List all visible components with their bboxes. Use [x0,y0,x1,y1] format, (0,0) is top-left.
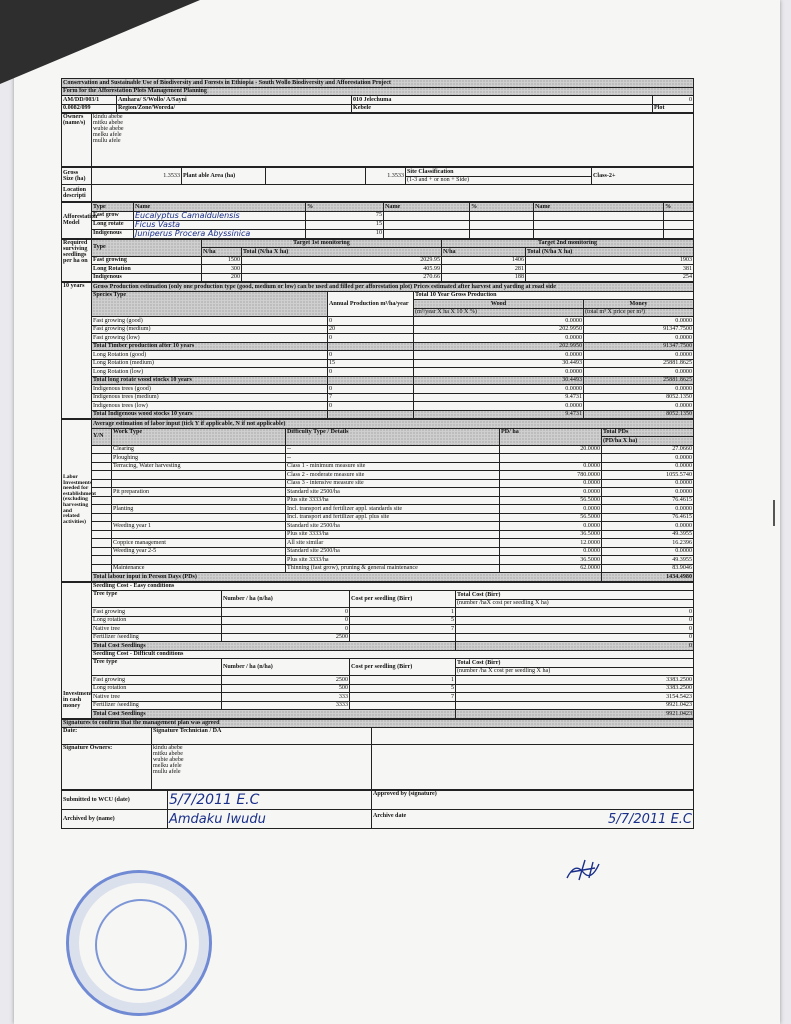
difficulty: Plus site 3333/ha [286,496,500,505]
difficulty: Class 2 - moderate measure site [286,471,500,480]
production-annual: 0 [328,402,414,411]
site-class-label: Site Classification [406,168,592,177]
survival-type: Fast growing [92,256,202,265]
seedling-total: 3383.2500 [456,676,694,685]
model-type-header: Type [92,203,134,212]
total-pd: 0.0000 [602,462,694,471]
seedling-easy-total-label: Total Cost Seedlings [92,642,456,651]
work-type [112,496,286,505]
survival-type: Long Rotation [92,265,202,274]
technician-signature-label: Signature Technician / DA [152,728,372,745]
form-title: Conservation and Sustainable Use of Biodiversity and Forests in Ethiopia - South Wollo Biodiversity and Afforestation Project [62,79,694,88]
owners-signature-list [152,745,372,790]
seedling-cost: 1 [350,676,456,685]
production-money: 91347.7500 [584,342,694,351]
target-1-header: Target 1st monitoring [202,239,442,248]
work-type: Coppice management [112,539,286,548]
survival-type-header: Type [92,239,202,256]
seedling-type: Fast growing [92,608,222,617]
total-pd: 0.0000 [602,522,694,531]
signature-confirm-note: Signatures to confirm that the management plan was agreed [62,719,694,728]
difficulty: All site similar [286,539,500,548]
survival-t1: 2029.95 [242,256,442,265]
work-type: Weeding year 1 [112,522,286,531]
model-species-name: Ficus Vasta [134,220,306,229]
pd-ha [500,454,602,463]
seedling-number: 0 [222,608,350,617]
cash-investment-label: Investment in cash money [62,582,92,718]
survival-t1: 270.66 [242,273,442,282]
seedling-cost: 5 [350,684,456,693]
pd-ha: 12.0000 [500,539,602,548]
seedling-number: 3333 [222,701,350,710]
owner-signature-name: mitku abebe [153,751,183,758]
seedling-number: 500 [222,684,350,693]
seedling-type: Native tree [92,625,222,634]
stamp-inner-ring [95,899,187,991]
owners-signature-field [372,745,694,790]
location-value [92,185,694,202]
model-name-header: Name [134,203,306,212]
yn-cell [92,556,112,565]
owner-name: kindu abebe [93,114,123,120]
pd-ha-header: PD/ ha [500,428,602,445]
difficulty: Plus site 3333/ha [286,530,500,539]
difficulty: Thinning (fast grow), pruning & general maintenance [286,564,500,573]
yn-header: Y/N [92,428,112,445]
survival-t2: 381 [526,265,694,274]
total-pd: 76.4615 [602,496,694,505]
production-wood: 0.0000 [414,334,584,343]
yn-cell [92,454,112,463]
seedling-cost [350,701,456,710]
seedling-difficult-title: Seedling Cost - Difficult conditions [92,650,694,659]
total-pd: 83.9046 [602,564,694,573]
model-pct-header: % [306,203,384,212]
production-species: Long Rotation (medium) [92,359,328,368]
production-wood: 9.4731 [414,410,584,419]
production-annual: 0 [328,334,414,343]
production-money: 8052.1350 [584,410,694,419]
pd-ha: 0.0000 [500,547,602,556]
production-annual: 0 [328,368,414,377]
survival-n2: 188 [442,273,526,282]
production-species: Long Rotation (good) [92,351,328,360]
total-pd: 0.0000 [602,488,694,497]
gross-size-value: 1.3533 [92,168,182,185]
total-pd: 0.0000 [602,479,694,488]
production-wood: 0.0000 [414,402,584,411]
seedling-total: 0 [456,608,694,617]
species-type-header: Species Type [92,291,328,317]
plot-id: AM/DD/003/1 [62,96,117,105]
gross-size-label: Gross Size (ha) [62,168,92,185]
difficulty: -- [286,454,500,463]
seedling-number: 333 [222,693,350,702]
tree-type-header: Tree type [92,591,222,608]
difficulty: Standard site 2500/ha [286,522,500,531]
header-table [61,78,694,113]
seedling-type: Long rotation [92,616,222,625]
owners-list [92,114,694,167]
pd-ha: 62.0000 [500,564,602,573]
seedling-total: 3154.5423 [456,693,694,702]
difficulty: -- [286,445,500,454]
money-subheader: (total m³ X price per m³) [584,308,694,317]
seedling-difficult-total-label: Total Cost Seedlings [92,710,456,719]
work-type: Pit preparation [112,488,286,497]
model-pct-header: % [664,203,694,212]
survival-type: Indigenous [92,273,202,282]
number-ha-header: Number / ha (n/ha) [222,591,350,608]
production-money: 25881.8625 [584,359,694,368]
archived-by-name: Amdaku Iwudu [168,810,372,829]
plot-label: Plot [653,104,694,113]
number-ha-header: Number / ha (n/ha) [222,659,350,676]
survival-n2: 1406 [442,256,526,265]
cost-seedling-header: Cost per seedling (Birr) [350,659,456,676]
production-species: Long Rotation (low) [92,368,328,377]
model-label: Afforestation Model [62,203,92,239]
production-annual: 0 [328,351,414,360]
production-money: 25881.8625 [584,376,694,385]
labour-side-label: Labor Investments needed for establishment (excluding harvesting and related activities) [62,420,92,582]
management-plan-form [61,78,693,829]
production-annual [328,376,414,385]
labour-total-label: Total labour input in Person Days (PDs) [92,573,602,582]
model-type: Indigenous [92,229,134,238]
total-pd: 0.0000 [602,454,694,463]
total-header: Total (N/ha X ha) [526,248,694,257]
site-class-note: (1-3 and + or non + Side) [406,176,592,185]
production-wood: 0.0000 [414,368,584,377]
work-type [112,556,286,565]
owner-name: melku afele [93,132,122,139]
production-species: Indigenous trees (low) [92,402,328,411]
production-years-label: 10 years [62,283,92,419]
signature-table [61,719,694,791]
owners-signature-label: Signature Owners: [62,745,152,790]
approved-label: Approved by (signature) [372,791,694,810]
seedling-type: Fertilizer /seedling [92,633,222,642]
total-cost-subheader: (number /ha X cost per seedling X ha) [456,667,694,676]
survival-t1: 405.99 [242,265,442,274]
pd-ha: 0.0000 [500,488,602,497]
production-species: Indigenous trees (medium) [92,393,328,402]
total-pd: 27.0660 [602,445,694,454]
pd-ha: 0.0000 [500,479,602,488]
model-type: Long rotate [92,220,134,229]
production-total-label: Total Indigenous wood stocks 10 years [92,410,328,419]
seedling-cost: 5 [350,616,456,625]
seedling-easy-total-value: 0 [456,642,694,651]
yn-cell [92,513,112,522]
work-type: Ploughing [112,454,286,463]
production-wood: 30.4493 [414,376,584,385]
production-species: Fast growing (low) [92,334,328,343]
total-pd-header: Total PDs [602,428,694,437]
production-wood: 0.0000 [414,317,584,326]
production-total-label: Total long rotate wood stocks 10 years [92,376,328,385]
yn-cell [92,462,112,471]
pd-ha: 780.0000 [500,471,602,480]
yn-cell [92,471,112,480]
owner-name: wubie abebe [93,126,124,133]
production-wood: 30.4493 [414,359,584,368]
production-annual: 7 [328,393,414,402]
labour-note: Average estimation of labor input (tick Y if applicable, N if not applicable) [92,420,694,429]
production-wood: 9.4731 [414,393,584,402]
seedling-easy-title: Seedling Cost - Easy conditions [92,582,694,591]
yn-cell [92,539,112,548]
difficulty: Class 1 - minimum measure site [286,462,500,471]
owners-label: Owners (name/s) [62,114,92,167]
production-money: 91347.7500 [584,325,694,334]
seedling-number: 2500 [222,676,350,685]
seedling-cost: 7 [350,693,456,702]
production-annual: 15 [328,359,414,368]
yn-cell [92,547,112,556]
pd-ha: 56.5000 [500,496,602,505]
model-type: Fast grow [92,211,134,220]
seedling-type: Long rotation [92,684,222,693]
survival-n1: 300 [202,265,242,274]
submission-table [61,790,694,829]
model-species-name: Eucalyptus Camaldulensis [134,211,306,220]
submitted-label: Submitted to WCU (date) [62,791,168,810]
production-table [61,282,694,419]
model-name-header: Name [534,203,664,212]
seedling-number: 2500 [222,633,350,642]
total-header: Total (N/ha X ha) [242,248,442,257]
survival-t2: 254 [526,273,694,282]
work-type [112,513,286,522]
survival-label: Required surviving seedlings per ha on [62,239,92,282]
model-species-name: Juniperus Procera Abyssinica [134,229,306,238]
kebele-label: Kebele [352,104,653,113]
difficulty: Plus site 3333/ha [286,556,500,565]
production-annual [328,342,414,351]
production-annual [328,410,414,419]
total-pd: 1055.5740 [602,471,694,480]
date-label: Date: [62,728,152,745]
margin-mark [773,500,775,526]
production-wood: 202.9950 [414,342,584,351]
location-label: Location descripti [62,185,92,202]
survival-t2: 1903 [526,256,694,265]
kebele-value: 010 Jelechuma [352,96,653,105]
wood-subheader: (m³/year X ha X 10 X %) [414,308,584,317]
production-money: 8052.1350 [584,393,694,402]
survival-n1: 200 [202,273,242,282]
seedling-total: 0 [456,633,694,642]
total-pd: 16.2396 [602,539,694,548]
yn-cell [92,496,112,505]
yn-cell [92,445,112,454]
work-type: Terracing, Water harvesting [112,462,286,471]
seedling-total: 0 [456,625,694,634]
submitted-date: 5/7/2011 E.C [168,791,372,810]
tree-type-header: Tree type [92,659,222,676]
difficulty: Incl. transport and fertilizer appl. standards site [286,505,500,514]
money-header: Money [584,300,694,309]
target-2-header: Target 2nd monitoring [442,239,694,248]
total-cost-header: Total Cost (Birr) [456,591,694,600]
total-pd: 76.4615 [602,513,694,522]
yn-cell [92,530,112,539]
nha-header: N/ha [202,248,242,257]
survival-table [61,239,694,283]
work-type: Clearing [112,445,286,454]
production-species: Fast growing (medium) [92,325,328,334]
total-pd: 0.0000 [602,547,694,556]
labour-table [61,419,694,582]
difficulty: Class 3 - intensive measure site [286,479,500,488]
production-species: Fast growing (good) [92,317,328,326]
approval-signature [565,858,605,884]
archive-date-label: Archive date [373,812,407,819]
seedling-cost [350,633,456,642]
labour-total-value: 1434.4980 [602,573,694,582]
technician-signature-field [372,728,694,745]
seedling-type: Fertilizer /seedling [92,701,222,710]
seedling-total: 0 [456,616,694,625]
model-percent: 10 [306,229,384,238]
model-table [61,202,694,239]
seedling-total: 9921.0423 [456,701,694,710]
site-table [61,167,694,202]
owner-signature-name: mullu afele [153,769,181,776]
difficulty: Standard site 2500/ha [286,488,500,497]
region-label: Region/Zone/Woreda/ [117,104,352,113]
pd-ha: 0.0000 [500,505,602,514]
production-money: 0.0000 [584,351,694,360]
model-percent: 15 [306,220,384,229]
seedling-table [61,582,694,719]
total-cost-subheader: (number /haX cost per seedling X ha) [456,599,694,608]
production-species: Indigenous trees (good) [92,385,328,394]
pd-ha: 0.0000 [500,522,602,531]
production-note: Gross Production estimation (only one production type (good, medium or low) can be used and filled per afforestation plot) Prices estimated after harvest and yarding at road side [92,283,694,292]
archive-date-value: 5/7/2011 E.C [608,811,692,827]
pd-ha: 36.5000 [500,530,602,539]
owner-name: mitku abebe [93,120,123,127]
pd-ha: 0.0000 [500,462,602,471]
total-pd: 49.3955 [602,556,694,565]
work-type: Planting [112,505,286,514]
plantable-area-label: Plant able Area (ha) [182,168,266,185]
seedling-cost: 1 [350,608,456,617]
work-type-header: Work Type [112,428,286,445]
official-stamp [66,870,212,1016]
seedling-type: Fast growing [92,676,222,685]
region-value: Amhara/ S/Wollo/ A/Sayni [117,96,352,105]
work-type: Weeding year 2-5 [112,547,286,556]
cost-seedling-header: Cost per seedling (Birr) [350,591,456,608]
production-total-label: Total Timber production after 10 years [92,342,328,351]
yn-cell [92,479,112,488]
work-type [112,530,286,539]
total-cost-header: Total Cost (Birr) [456,659,694,668]
seedling-number: 0 [222,616,350,625]
survival-n2: 281 [442,265,526,274]
production-wood: 0.0000 [414,351,584,360]
owner-signature-name: wubie abebe [153,757,184,764]
difficulty: Standard site 2500/ha [286,547,500,556]
production-money: 0.0000 [584,334,694,343]
work-type [112,471,286,480]
work-type [112,479,286,488]
production-money: 0.0000 [584,317,694,326]
pd-ha: 36.5000 [500,556,602,565]
annual-production-header: Annual Production m³/ha/year [328,291,414,317]
owner-name: mullu afele [93,138,121,145]
yn-cell [92,522,112,531]
model-name-header: Name [384,203,470,212]
owner-signature-name: kindu abebe [153,745,183,751]
pd-ha: 56.5000 [500,513,602,522]
production-annual: 0 [328,385,414,394]
archived-by-label: Archived by (name) [62,810,168,829]
difficulty: Incl. transport and fertilizer appl. plus site [286,513,500,522]
work-type: Maintenance [112,564,286,573]
plantable-area-value: 1.3533 [366,168,406,185]
total-pd: 0.0000 [602,505,694,514]
difficulty-header: Difficulty Type / Details [286,428,500,445]
total-pd: 49.3955 [602,530,694,539]
production-money: 0.0000 [584,368,694,377]
yn-cell [92,564,112,573]
production-wood: 202.9950 [414,325,584,334]
total-production-header: Total 10 Year Gross Production [414,291,694,300]
seedling-type: Native tree [92,693,222,702]
seedling-total: 3383.2500 [456,684,694,693]
seedling-cost: 7 [350,625,456,634]
plot-number: 0 [653,96,694,105]
model-pct-header: % [470,203,534,212]
form-subtitle: Form for the Afforestation Plots Management Planning [62,87,694,96]
production-annual: 20 [328,325,414,334]
archive-date-cell [372,810,694,829]
production-money: 0.0000 [584,385,694,394]
site-class-value: Class-2+ [592,168,694,185]
wood-header: Wood [414,300,584,309]
production-wood: 0.0000 [414,385,584,394]
owners-table [61,113,694,167]
production-money: 0.0000 [584,402,694,411]
pd-ha: 20.0000 [500,445,602,454]
owner-signature-name: melku afele [153,763,182,770]
production-annual: 0 [328,317,414,326]
nha-header: N/ha [442,248,526,257]
yn-cell [92,505,112,514]
seedling-number: 0 [222,625,350,634]
folded-corner [0,0,200,84]
survival-n1: 1500 [202,256,242,265]
total-pd-subheader: (PD/ha X ha) [602,437,694,446]
seedling-difficult-total-value: 9921.0423 [456,710,694,719]
model-percent: 75 [306,211,384,220]
plot-code: 0.0082/099 [62,104,117,113]
